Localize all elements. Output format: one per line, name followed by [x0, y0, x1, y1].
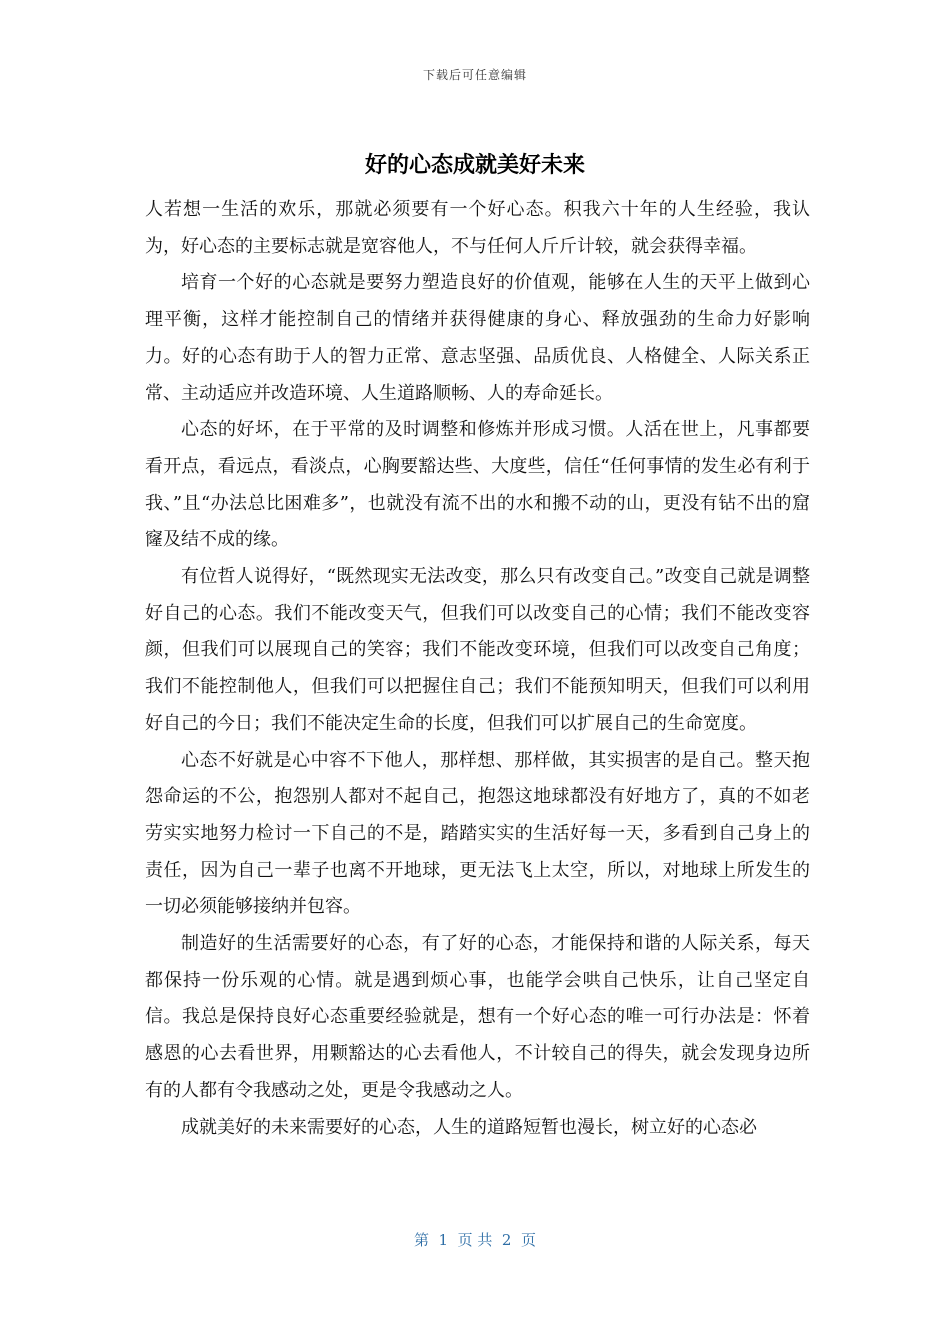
- paragraph-continued: 成就美好的未来需要好的心态，人生的道路短暂也漫长，树立好的心态必: [181, 1116, 757, 1138]
- paragraph: 心态不好就是心中容不下他人，那样想、那样做，其实损害的是自己。整天抱怨命运的不公，抱怨别人都对不起自己，抱怨这地球都没有好地方了，真的不如老劳实实地努力检讨一下自己的不是，踏踏实实的生活好每一天，多看到自己身上的责任，因为自己一辈子也离不开地球，更无法飞上太空，所以，对地球上所发生的一切必须能够接纳并包容。: [145, 749, 810, 918]
- document-body: [145, 192, 810, 1146]
- paragraph: 制造好的生活需要好的心态，有了好的心态，才能保持和谐的人际关系，每天都保持一份乐观的心情。就是遇到烦心事，也能学会哄自己快乐，让自己坚定自信。我总是保持良好心态重要经验就是，想有一个好心态的唯一可行办法是：怀着感恩的心去看世界，用颗豁达的心去看他人，不计较自己的得失，就会发现身边所有的人都有令我感动之处，更是令我感动之人。: [145, 933, 810, 1101]
- document-title: 好的心态成就美好未来: [364, 153, 585, 178]
- paragraph-intro: 人若想一生活的欢乐，那就必须要有一个好心态。积我六十年的人生经验，我认为，好心态的主要标志就是宽容他人，不与任何人斤斤计较，就会获得幸福。: [145, 199, 810, 257]
- page-number-footer: 第 1 页 共 2 页: [414, 1231, 536, 1249]
- paragraph: 心态的好坏，在于平常的及时调整和修炼并形成习惯。人活在世上，凡事都要看开点，看远点，看淡点，心胸要豁达些、大度些，信任“任何事情的发生必有利于我、”且“办法总比困难多”，也就没有流不出的水和搬不动的山，更没有钻不出的窟窿及结不成的缘。: [145, 419, 810, 551]
- paragraph: 培育一个好的心态就是要努力塑造良好的价值观，能够在人生的天平上做到心理平衡，这样才能控制自己的情绪并获得健康的身心、释放强劲的生命力好影响力。好的心态有助于人的智力正常、意志坚强、品质优良、人格健全、人际关系正常、主动适应并改造环境、人生道路顺畅、人的寿命延长。: [145, 272, 810, 404]
- paragraph: 有位哲人说得好，“既然现实无法改变，那么只有改变自己。”改变自己就是调整好自己的心态。我们不能改变天气，但我们可以改变自己的心情；我们不能改变容颜，但我们可以展现自己的笑容；我们不能改变环境，但我们可以改变自己角度；我们不能控制他人，但我们可以把握住自己；我们不能预知明天，但我们可以利用好自己的今日；我们不能决定生命的长度，但我们可以扩展自己的生命宽度。: [145, 566, 810, 734]
- header-note: 下载后可任意编辑: [422, 68, 527, 82]
